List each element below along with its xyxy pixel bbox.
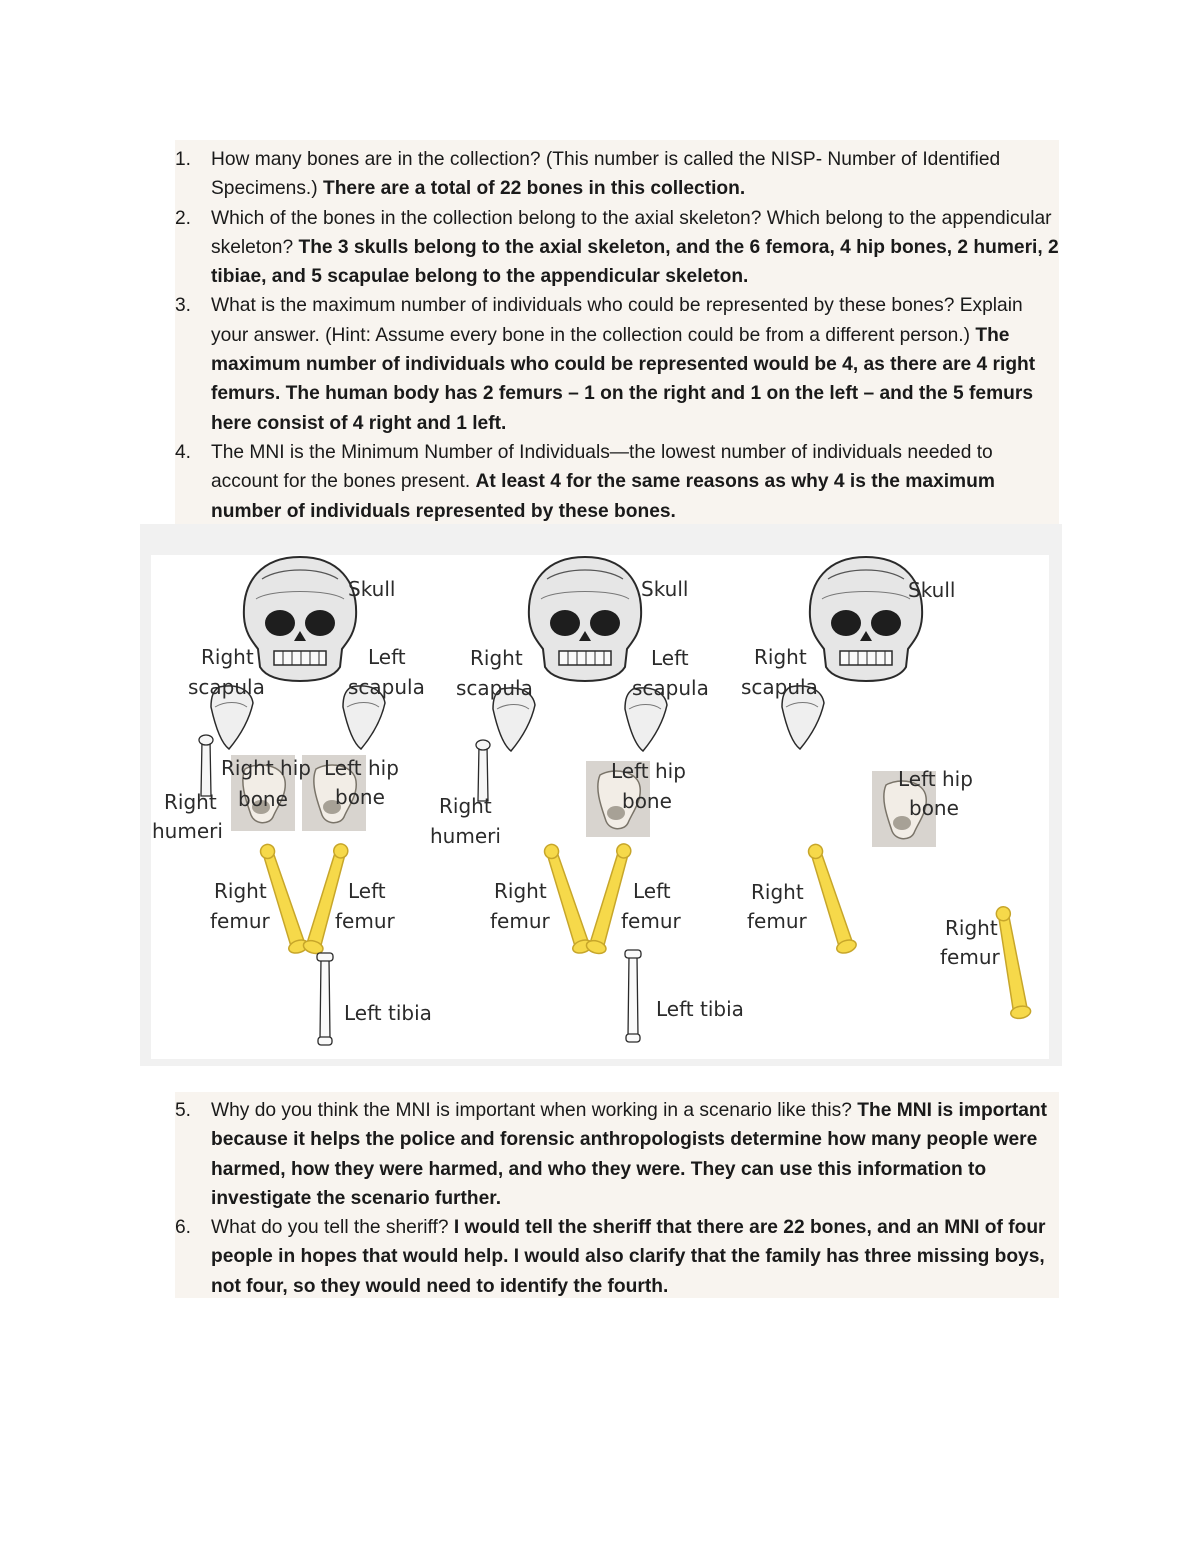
label-right-humeri: Right — [164, 790, 217, 814]
label-left-hip: Left hip — [324, 756, 399, 780]
label-left-tibia: Left tibia — [344, 1001, 432, 1025]
skeleton-diagram — [151, 555, 1049, 1059]
label-right-hip: bone — [238, 787, 288, 811]
label-right-humeri: humeri — [152, 819, 223, 843]
label-right-femur: Right — [214, 879, 267, 903]
label-right-scapula: scapula — [456, 676, 533, 700]
label-left-hip: bone — [909, 796, 959, 820]
label-left-femur: Left — [348, 879, 386, 903]
label-right-scapula: Right — [470, 646, 523, 670]
label-left-scapula: Left — [368, 645, 406, 669]
question-item: 3. What is the maximum number of individuals who could be represented by these bones? Explain your answer. (Hint: Assume every bone in the collection could be from a different person.) The maximum number of individuals who could be represented would be 4, as there are 4 right femurs. The human body has 2 femurs – 1 on the right and 1 on the left – and the 5 femurs here consist of 4 right and 1 left. — [175, 295, 1036, 434]
skeleton-1 — [152, 557, 432, 1045]
skeleton-2 — [430, 557, 744, 1042]
label-right-scapula: Right — [754, 645, 807, 669]
right-femur-2 — [540, 842, 594, 956]
left-tibia-1 — [317, 953, 333, 1045]
label-left-femur: femur — [335, 909, 395, 933]
label-left-scapula: Left — [651, 646, 689, 670]
left-femur-1 — [302, 841, 352, 955]
label-left-hip: Left hip — [898, 767, 973, 791]
right-humerus-1 — [199, 735, 213, 796]
right-femur-3 — [804, 842, 858, 956]
label-skull: Skull — [348, 577, 396, 601]
skeleton-figure — [140, 524, 1062, 1066]
skull-1 — [244, 557, 356, 681]
label-left-tibia: Left tibia — [656, 997, 744, 1021]
label-extra-right-femur: Right — [945, 916, 998, 940]
label-extra-right-femur: femur — [940, 945, 1000, 969]
label-left-hip: Left hip — [611, 759, 686, 783]
skull-2 — [529, 557, 641, 681]
right-humerus-2 — [476, 740, 490, 801]
label-right-femur: femur — [210, 909, 270, 933]
label-right-scapula: scapula — [741, 675, 818, 699]
label-right-hip: Right hip — [221, 756, 311, 780]
skeleton-3 — [741, 557, 1032, 1020]
label-right-scapula: Right — [201, 645, 254, 669]
label-left-femur: Left — [633, 879, 671, 903]
label-right-femur: Right — [494, 879, 547, 903]
label-left-hip: bone — [335, 785, 385, 809]
label-skull: Skull — [641, 577, 689, 601]
question-item: 5. Why do you think the MNI is important when working in a scenario like this? The MNI is important because it helps the police and forensic anthropologists determine how many people were harmed, how they were harmed, and who they were. They can use this information to investigate the scenario further. — [175, 1100, 1048, 1209]
figure-canvas — [151, 555, 1049, 1059]
label-right-femur: Right — [751, 880, 804, 904]
question-item: 2. Which of the bones in the collection belong to the axial skeleton? Which belong to the appendicular skeleton? The 3 skulls belong to the axial skeleton, and the 6 femora, 4 hip bones, 2 humeri, 2 tibiae, and 5 scapulae belong to the appendicular skeleton. — [175, 207, 1059, 288]
question-item: 4. The MNI is the Minimum Number of Individuals—the lowest number of individuals needed to account for the bones present. At least 4 for the same reasons as why 4 is the maximum number of individuals represented by these bones. — [175, 441, 995, 522]
label-left-scapula: scapula — [348, 675, 425, 699]
label-right-femur: femur — [490, 909, 550, 933]
label-right-scapula: scapula — [188, 675, 265, 699]
question-item: 1. How many bones are in the collection? (This number is called the NISP- Number of Identified Specimens.) There are a total of 22 bones in this collection. — [175, 149, 1001, 200]
skull-3 — [810, 557, 922, 681]
question-item: 6. What do you tell the sheriff? I would tell the sheriff that there are 22 bones, and an MNI of four people in hopes that would help. I would also clarify that the family has three missing boys, not four, so they would need to identify the fourth. — [175, 1217, 1046, 1297]
left-femur-2 — [585, 841, 635, 955]
label-skull: Skull — [908, 578, 956, 602]
left-tibia-2 — [625, 950, 641, 1042]
questions-bottom-block — [175, 1092, 1059, 1298]
label-right-femur: femur — [747, 909, 807, 933]
label-right-humeri: Right — [439, 794, 492, 818]
label-right-humeri: humeri — [430, 824, 501, 848]
label-left-hip: bone — [622, 789, 672, 813]
label-left-femur: femur — [621, 909, 681, 933]
label-left-scapula: scapula — [632, 676, 709, 700]
questions-top-block — [175, 140, 1059, 524]
